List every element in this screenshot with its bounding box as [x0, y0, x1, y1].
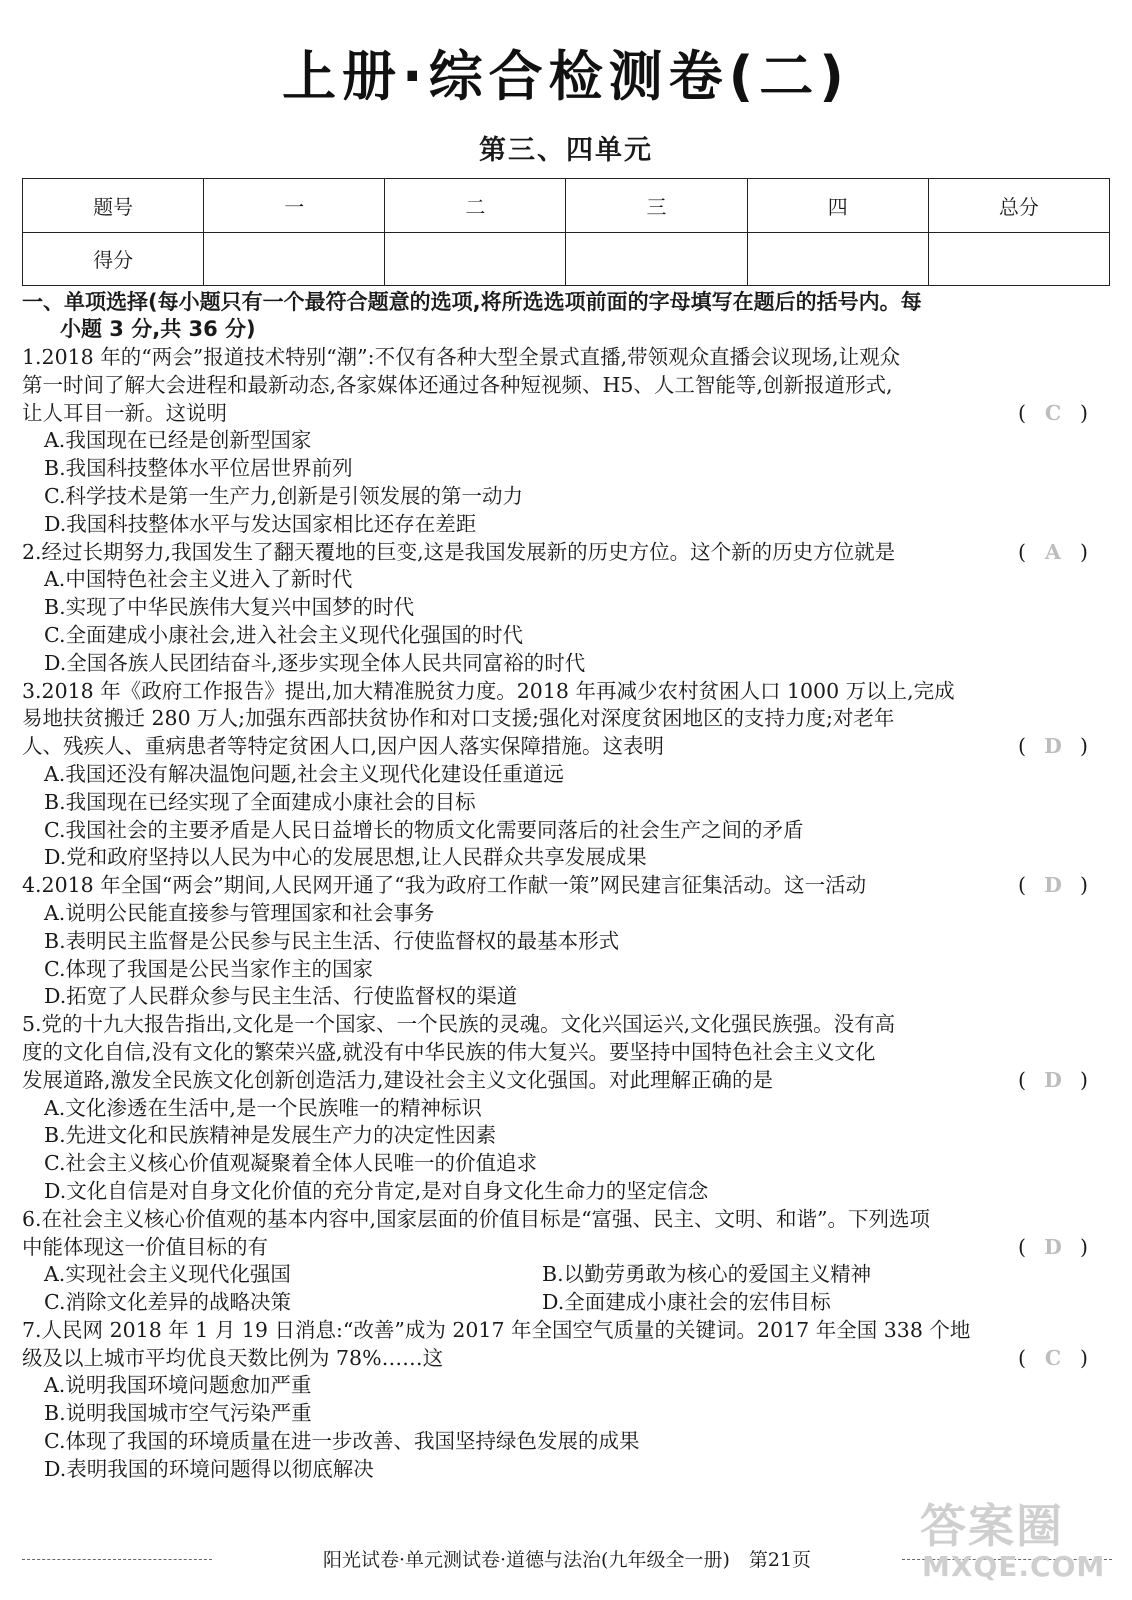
option-item: A.文化渗透在生活中,是一个民族唯一的精神标识 [44, 1095, 482, 1120]
score-cell: 一 [204, 179, 385, 233]
question-stem-text: 3.2018 年《政府工作报告》提出,加大精准脱贫力度。2018 年再减少农村贫困人口 1000 万以上,完成 [22, 678, 955, 703]
option-item: D.拓宽了人民群众参与民主生活、行使监督权的渠道 [44, 984, 518, 1009]
option-item: C.体现了我国的环境质量在进一步改善、我国坚持绿色发展的成果 [44, 1429, 640, 1454]
question-stem-text: 让人耳目一新。这说明 [22, 400, 227, 425]
answer-letter: C [1044, 1345, 1062, 1370]
watermark-logo [900, 1490, 1120, 1590]
question-item [22, 1317, 1112, 1484]
question-item [22, 872, 1112, 1011]
option-item: B.表明民主监督是公民参与民主生活、行使监督权的最基本形式 [44, 928, 620, 953]
question-stem-line [22, 678, 1112, 706]
question-stem-line [22, 705, 1112, 733]
question-stem-text: 第一时间了解大会进程和最新动态,各家媒体还通过各种短视频、H5、人工智能等,创新报道形式, [22, 372, 893, 397]
footer-divider [22, 1559, 212, 1560]
option-item: C.社会主义核心价值观凝聚着全体人民唯一的价值追求 [44, 1151, 537, 1176]
score-blank-cell[interactable] [566, 232, 747, 286]
bracket-close: ) [1080, 1067, 1088, 1092]
option-item: A.说明我国环境问题愈加严重 [44, 1373, 312, 1398]
score-blank-cell[interactable] [385, 232, 566, 286]
answer-bracket[interactable] [1018, 400, 1088, 428]
option-row [22, 1289, 1112, 1317]
bracket-open: ( [1018, 400, 1026, 425]
question-stem-text: 7.人民网 2018 年 1 月 19 日消息:“改善”成为 2017 年全国空气质量的关键词。2017 年全国 338 个地 [22, 1317, 971, 1342]
question-stem-text: 人、残疾人、重病患者等特定贫困人口,因户因人落实保障措施。这表明 [22, 734, 665, 759]
score-blank-cell[interactable] [204, 232, 385, 286]
score-table-score-row [23, 232, 1110, 286]
question-stem-line [22, 1206, 1112, 1234]
question-stem-text: 5.党的十九大报告指出,文化是一个国家、一个民族的灵魂。文化兴国运兴,文化强民族强。没有高 [22, 1012, 896, 1037]
question-stem-text: 6.在社会主义核心价值观的基本内容中,国家层面的价值目标是“富强、民主、文明、和谐”。下列选项 [22, 1206, 931, 1231]
question-stem-text: 发展道路,激发全民族文化创新创造活力,建设社会主义文化强国。对此理解正确的是 [22, 1067, 774, 1092]
bracket-close: ) [1080, 1345, 1088, 1370]
option-item: C.体现了我国是公民当家作主的国家 [44, 956, 373, 981]
bracket-open: ( [1018, 539, 1026, 564]
score-blank-cell[interactable] [928, 232, 1109, 286]
question-item [22, 539, 1112, 678]
question-stem-text: 级及以上城市平均优良天数比例为 78%……这 [22, 1345, 444, 1370]
question-stem-line [22, 1039, 1112, 1067]
question-stem-text: 1.2018 年的“两会”报道技术特别“潮”:不仅有各种大型全景式直播,带领观众直播会议现场,让观众 [22, 345, 901, 369]
bracket-open: ( [1018, 1067, 1026, 1092]
question-stem-line [22, 1345, 1112, 1373]
option-item: C.全面建成小康社会,进入社会主义现代化强国的时代 [44, 622, 523, 647]
option-item: B.我国现在已经实现了全面建成小康社会的目标 [44, 789, 476, 814]
answer-bracket[interactable] [1018, 733, 1088, 761]
bracket-open: ( [1018, 1345, 1026, 1370]
watermark-text: 答案圈 [920, 1499, 1064, 1553]
watermark-url: MXQE.COM [922, 1550, 1106, 1583]
score-row-label: 得分 [23, 232, 204, 286]
score-cell: 三 [566, 179, 747, 233]
section-heading-line: 一、单项选择(每小题只有一个最符合题意的选项,将所选选项前面的字母填写在题后的括号内。每 [22, 290, 922, 314]
bracket-open: ( [1018, 873, 1026, 898]
option-item: B.实现了中华民族伟大复兴中国梦的时代 [44, 595, 415, 620]
question-stem-line [22, 1317, 1112, 1345]
question-item [22, 1206, 1112, 1317]
score-cell: 总分 [928, 179, 1109, 233]
option-item: D.文化自信是对自身文化价值的充分肯定,是对自身文化生命力的坚定信念 [44, 1178, 709, 1203]
option-item: B.我国科技整体水平位居世界前列 [44, 456, 353, 481]
option-item: A.说明公民能直接参与管理国家和社会事务 [44, 900, 435, 925]
option-item: D.全面建成小康社会的宏伟目标 [542, 1290, 831, 1315]
option-item: B.说明我国城市空气污染严重 [44, 1401, 312, 1426]
answer-bracket[interactable] [1018, 539, 1088, 567]
question-stem-text: 易地扶贫搬迁 280 万人;加强东西部扶贫协作和对口支援;强化对深度贫困地区的支持力度;对老年 [22, 706, 895, 731]
question-item [22, 1011, 1112, 1206]
option-item: A.我国现在已经是创新型国家 [44, 428, 312, 453]
question-stem-line [22, 400, 1112, 428]
question-stem-line [22, 1011, 1112, 1039]
answer-letter: D [1044, 734, 1062, 759]
question-stem-line [22, 733, 1112, 761]
answer-letter: D [1044, 1067, 1062, 1092]
score-blank-cell[interactable] [747, 232, 928, 286]
option-item: C.我国社会的主要矛盾是人民日益增长的物质文化需要同落后的社会生产之间的矛盾 [44, 817, 804, 842]
answer-letter: A [1045, 539, 1061, 564]
question-stem-line [22, 872, 1112, 900]
option-item: B.以勤劳勇敢为核心的爱国主义精神 [542, 1262, 872, 1287]
answer-bracket[interactable] [1018, 872, 1088, 900]
option-item: C.科学技术是第一生产力,创新是引领发展的第一动力 [44, 483, 523, 508]
option-item: A.中国特色社会主义进入了新时代 [44, 567, 353, 592]
option-item: B.先进文化和民族精神是发展生产力的决定性因素 [44, 1123, 497, 1148]
option-item: D.表明我国的环境问题得以彻底解决 [44, 1456, 374, 1481]
question-stem-line [22, 344, 1112, 372]
score-table [22, 178, 1110, 286]
bracket-close: ) [1080, 873, 1088, 898]
option-row [22, 1261, 1112, 1289]
option-item: C.消除文化差异的战略决策 [44, 1290, 291, 1315]
option-item: D.我国科技整体水平与发达国家相比还存在差距 [44, 511, 477, 536]
score-cell: 二 [385, 179, 566, 233]
option-item: D.全国各族人民团结奋斗,逐步实现全体人民共同富裕的时代 [44, 650, 586, 675]
question-stem-line [22, 539, 1112, 567]
section-heading-line: 小题 3 分,共 36 分) [60, 317, 256, 341]
question-stem-text: 2.经过长期努力,我国发生了翻天覆地的巨变,这是我国发展新的历史方位。这个新的历史方位就是 [22, 539, 896, 564]
score-table-header-row [23, 179, 1110, 233]
answer-letter: D [1044, 1234, 1062, 1259]
question-item [22, 344, 1112, 539]
question-stem-text: 中能体现这一价值目标的有 [22, 1234, 268, 1259]
page-subtitle: 第三、四单元 [479, 135, 653, 166]
answer-bracket[interactable] [1018, 1234, 1088, 1262]
answer-bracket[interactable] [1018, 1067, 1088, 1095]
bracket-close: ) [1080, 539, 1088, 564]
option-item: A.实现社会主义现代化强国 [44, 1262, 291, 1287]
footer-text: 阳光试卷·单元测试卷·道德与法治(九年级全一册) 第21页 [322, 1549, 812, 1571]
page-title: 上册·综合检测卷(二) [282, 45, 850, 108]
section-heading [22, 289, 1112, 343]
bracket-open: ( [1018, 1234, 1026, 1259]
question-stem-text: 4.2018 年全国“两会”期间,人民网开通了“我为政府工作献一策”网民建言征集活动。这一活动 [22, 873, 867, 898]
option-item: A.我国还没有解决温饱问题,社会主义现代化建设任重道远 [44, 761, 564, 786]
score-cell: 四 [747, 179, 928, 233]
answer-letter: C [1044, 400, 1062, 425]
score-cell: 题号 [23, 179, 204, 233]
option-item: D.党和政府坚持以人民为中心的发展思想,让人民群众共享发展成果 [44, 845, 647, 870]
question-list [22, 344, 1112, 1484]
question-item [22, 678, 1112, 873]
question-stem-text: 度的文化自信,没有文化的繁荣兴盛,就没有中华民族的伟大复兴。要坚持中国特色社会主义文化 [22, 1039, 876, 1064]
bracket-close: ) [1080, 1234, 1088, 1259]
bracket-open: ( [1018, 734, 1026, 759]
question-stem-line [22, 1234, 1112, 1262]
answer-bracket[interactable] [1018, 1345, 1088, 1373]
answer-letter: D [1044, 873, 1062, 898]
question-stem-line [22, 1067, 1112, 1095]
bracket-close: ) [1080, 734, 1088, 759]
question-stem-line [22, 372, 1112, 400]
bracket-close: ) [1080, 400, 1088, 425]
